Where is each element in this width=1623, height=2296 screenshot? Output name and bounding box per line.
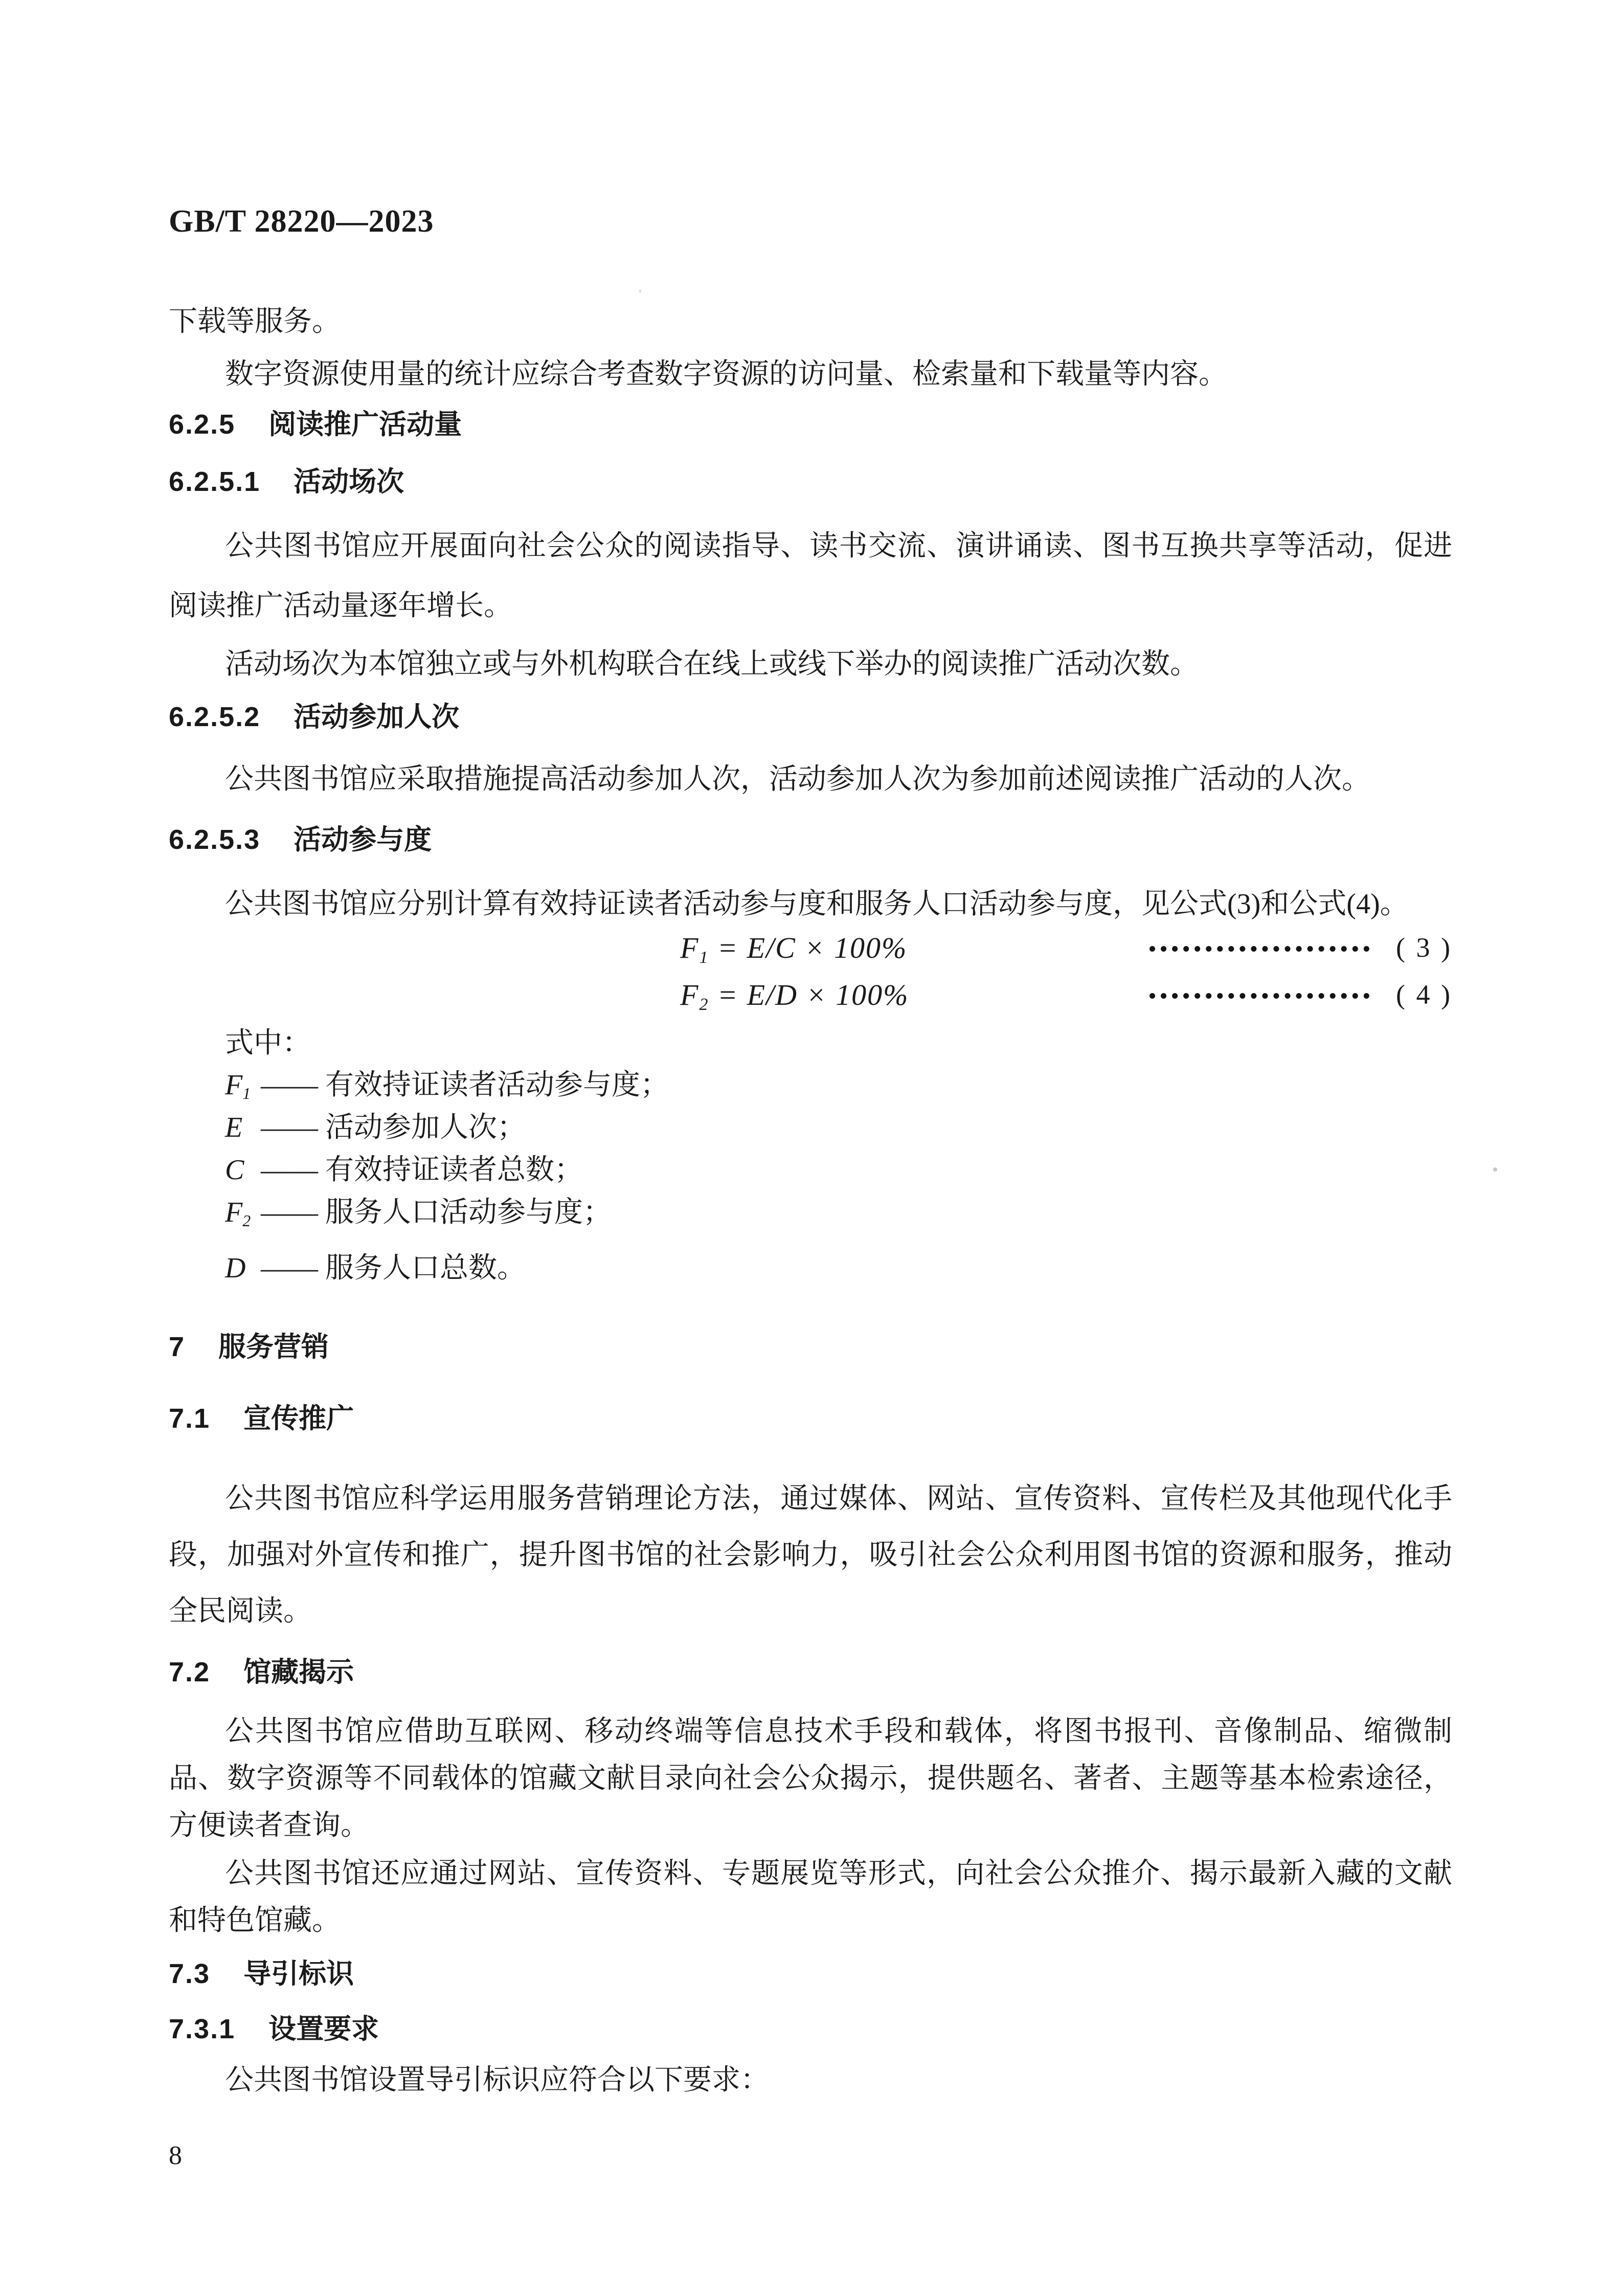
paragraph-promotion: 公共图书馆应科学运用服务营销理论方法，通过媒体、网站、宣传资料、宣传栏及其他现代化手段，加强对外宣传和推广，提升图书馆的社会影响力，吸引社会公众利用图书馆的资源和服务，推动全民阅读。: [169, 1483, 1452, 1627]
definition-text: 服务人口总数。: [325, 1252, 526, 1284]
section-heading-7-3-1: [169, 2014, 1452, 2044]
paragraph-participation-rate: 公共图书馆应分别计算有效持证读者活动参与度和服务人口活动参与度，见公式(3)和公式(4)。: [225, 888, 1409, 920]
heading-number: 6.2.5.3: [169, 824, 261, 855]
heading-title: 服务营销: [218, 1332, 329, 1362]
section-heading-6-2-5: [169, 409, 1452, 440]
paragraph-activity-definition: 活动场次为本馆独立或与外机构联合在线上或线下举办的阅读推广活动次数。: [225, 648, 1199, 680]
heading-number: 6.2.5.1: [169, 466, 261, 497]
paragraph-activity-sessions: 公共图书馆应开展面向社会公众的阅读指导、读书交流、演讲诵读、图书互换共享等活动，促进阅读推广活动量逐年增长。: [169, 530, 1452, 622]
heading-number: 7: [169, 1332, 186, 1362]
definition-text: 有效持证读者活动参与度；: [325, 1069, 669, 1101]
heading-title: 活动场次: [294, 466, 404, 497]
definition-row-f2: $F_2$ —— 服务人口活动参与度；: [225, 1196, 612, 1237]
definition-text: 服务人口活动参与度；: [325, 1197, 612, 1228]
definition-row-f1: $F_1$ —— 有效持证读者活动参与度；: [225, 1069, 669, 1110]
formula-4-expression: $F_2 = E/D \times 100\%$: [680, 978, 909, 1014]
definition-row-c: C —— 有效持证读者总数；: [225, 1154, 583, 1195]
paragraph-signage-requirements: 公共图书馆设置导引标识应符合以下要求：: [225, 2064, 769, 2096]
paragraph-catalog-disclosure: 公共图书馆应借助互联网、移动终端等信息技术手段和载体，将图书报刊、音像制品、缩微制品、数字资源等不同载体的馆藏文献目录向社会公众揭示，提供题名、著者、主题等基本检索途径，方便读者查询。: [169, 1716, 1452, 1841]
heading-title: 活动参加人次: [294, 702, 460, 732]
heading-number: 7.2: [169, 1657, 211, 1687]
section-heading-7: [169, 1332, 1452, 1362]
symbol: E: [225, 1112, 243, 1143]
heading-title: 活动参与度: [294, 824, 432, 855]
formula-4-number: ( 4 ): [1396, 979, 1452, 1010]
section-heading-7-1: [169, 1403, 1452, 1434]
heading-title: 阅读推广活动量: [268, 409, 462, 440]
formula-3-number: ( 3 ): [1396, 932, 1452, 963]
heading-number: 7.3: [169, 1959, 211, 1989]
definition-text: 有效持证读者总数；: [325, 1154, 583, 1186]
dot-leader: [1149, 993, 1369, 999]
symbol: D: [225, 1252, 246, 1284]
symbol: C: [225, 1154, 244, 1186]
heading-number: 6.2.5: [169, 409, 236, 440]
formula-3-row: [169, 931, 1452, 967]
heading-number: 6.2.5.2: [169, 702, 261, 732]
where-label: 式中：: [225, 1027, 311, 1059]
symbol: $F_2$: [225, 1197, 251, 1230]
section-heading-6-2-5-3: [169, 824, 1452, 855]
formula-4-row: [169, 978, 1452, 1015]
scan-speck: [1493, 1167, 1497, 1172]
heading-title: 设置要求: [268, 2014, 379, 2044]
paragraph-digital-usage: 数字资源使用量的统计应综合考查数字资源的访问量、检索量和下载量等内容。: [225, 358, 1227, 390]
definition-row-e: E —— 活动参加人次；: [225, 1111, 526, 1152]
heading-title: 导引标识: [243, 1959, 354, 1989]
scan-speck: [639, 289, 641, 293]
paragraph-overflow: 下载等服务。: [169, 306, 341, 337]
symbol: $F_1$: [225, 1069, 251, 1102]
section-heading-6-2-5-1: [169, 466, 1452, 497]
formula-3-expression: $F_1 = E/C \times 100\%$: [680, 931, 908, 967]
section-heading-6-2-5-2: [169, 702, 1452, 732]
definition-text: 活动参加人次；: [325, 1112, 526, 1143]
dot-leader: [1149, 946, 1369, 952]
definition-row-d: D —— 服务人口总数。: [225, 1252, 526, 1293]
paragraph-participation: 公共图书馆应采取措施提高活动参加人次，活动参加人次为参加前述阅读推广活动的人次。: [225, 763, 1370, 795]
section-heading-7-2: [169, 1657, 1452, 1687]
section-heading-7-3: [169, 1959, 1452, 1989]
paragraph-new-collections: 公共图书馆还应通过网站、宣传资料、专题展览等形式，向社会公众推介、揭示最新入藏的文献和特色馆藏。: [169, 1858, 1452, 1937]
heading-title: 馆藏揭示: [243, 1657, 354, 1687]
scan-speck: [535, 376, 537, 381]
page-number: 8: [169, 2141, 182, 2170]
doc-number: GB/T 28220—2023: [169, 204, 434, 239]
heading-title: 宣传推广: [243, 1403, 354, 1434]
heading-number: 7.3.1: [169, 2014, 236, 2044]
heading-number: 7.1: [169, 1403, 211, 1434]
